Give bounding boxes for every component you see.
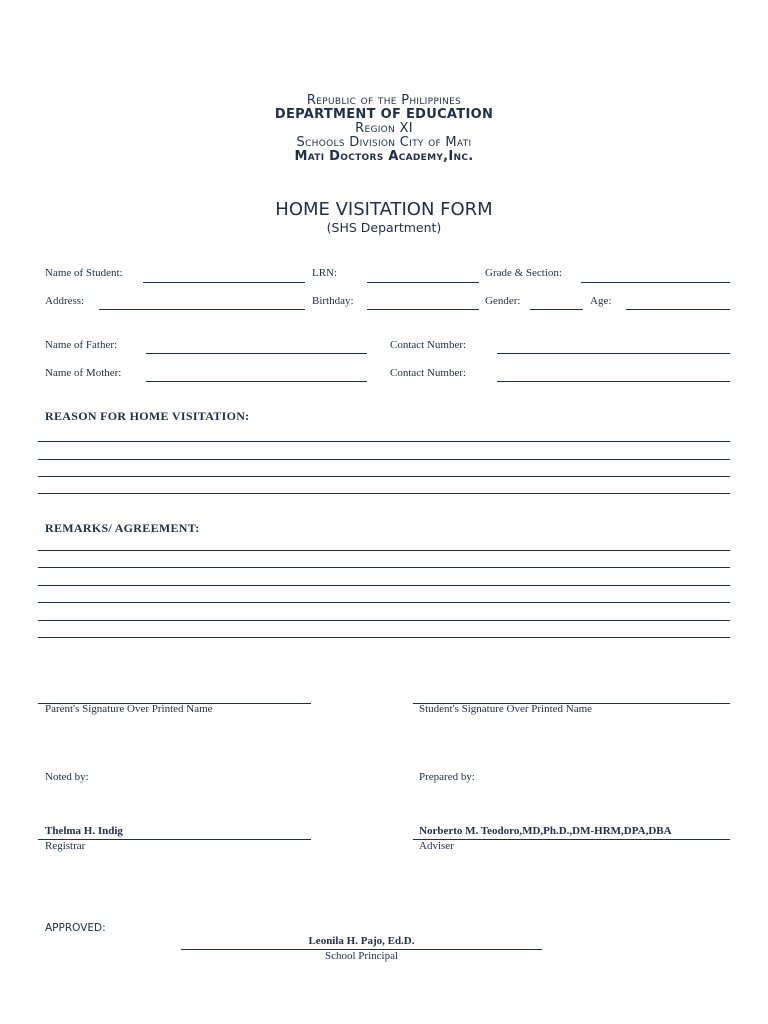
age-label: Age: — [590, 295, 612, 307]
remarks-line-3[interactable] — [38, 585, 730, 586]
form-subtitle: (SHS Department) — [326, 220, 442, 235]
reason-heading: REASON FOR HOME VISITATION: — [45, 409, 250, 423]
remarks-line-6[interactable] — [38, 637, 730, 638]
reason-line-2[interactable] — [38, 459, 730, 460]
noted-by-label: Noted by: — [45, 771, 89, 783]
registrar-title: Registrar — [45, 840, 86, 852]
region-line: Region XI — [355, 121, 413, 136]
grade-section-label: Grade & Section: — [485, 267, 562, 279]
father-contact-field[interactable] — [497, 353, 730, 354]
adviser-name: Norberto M. Teodoro,MD,Ph.D.,DM-HRM,DPA,DBA — [419, 825, 672, 837]
remarks-line-5[interactable] — [38, 620, 730, 621]
mother-contact-field[interactable] — [497, 381, 730, 382]
reason-line-1[interactable] — [38, 441, 730, 442]
father-name-field[interactable] — [146, 353, 367, 354]
registrar-name: Thelma H. Indig — [45, 825, 123, 837]
department-line: DEPARTMENT OF EDUCATION — [274, 107, 494, 122]
birthday-field[interactable] — [367, 309, 479, 310]
adviser-signature-line[interactable] — [413, 839, 730, 840]
mother-contact-label: Contact Number: — [390, 367, 467, 379]
lrn-label: LRN: — [312, 267, 338, 279]
prepared-by-label: Prepared by: — [419, 771, 475, 783]
mother-name-label: Name of Mother: — [45, 367, 122, 379]
lrn-field[interactable] — [367, 282, 479, 283]
remarks-line-4[interactable] — [38, 602, 730, 603]
student-name-field[interactable] — [143, 282, 305, 283]
form-title: HOME VISITATION FORM — [275, 199, 493, 220]
remarks-line-2[interactable] — [38, 567, 730, 568]
age-field[interactable] — [626, 309, 730, 310]
division-line: Schools Division City of Mati — [296, 135, 472, 150]
reason-line-4[interactable] — [38, 493, 730, 494]
approved-label: APPROVED: — [45, 922, 106, 934]
birthday-label: Birthday: — [312, 295, 354, 307]
grade-section-field[interactable] — [581, 282, 730, 283]
father-name-label: Name of Father: — [45, 339, 118, 351]
student-signature-label: Student's Signature Over Printed Name — [419, 703, 593, 715]
address-label: Address: — [45, 295, 85, 307]
republic-line: Republic of the Philippines — [306, 93, 462, 108]
principal-title: School Principal — [324, 950, 399, 962]
school-name: Mati Doctors Academy,Inc. — [294, 149, 474, 164]
father-contact-label: Contact Number: — [390, 339, 467, 351]
mother-name-field[interactable] — [146, 381, 367, 382]
student-name-label: Name of Student: — [45, 267, 123, 279]
remarks-line-1[interactable] — [38, 550, 730, 551]
principal-name: Leonila H. Pajo, Ed.D. — [308, 935, 415, 947]
adviser-title: Adviser — [419, 840, 454, 852]
address-field[interactable] — [99, 309, 305, 310]
gender-field[interactable] — [530, 309, 583, 310]
gender-label: Gender: — [485, 295, 521, 307]
reason-line-3[interactable] — [38, 476, 730, 477]
remarks-heading: REMARKS/ AGREEMENT: — [45, 521, 200, 535]
parent-signature-label: Parent's Signature Over Printed Name — [45, 703, 213, 715]
